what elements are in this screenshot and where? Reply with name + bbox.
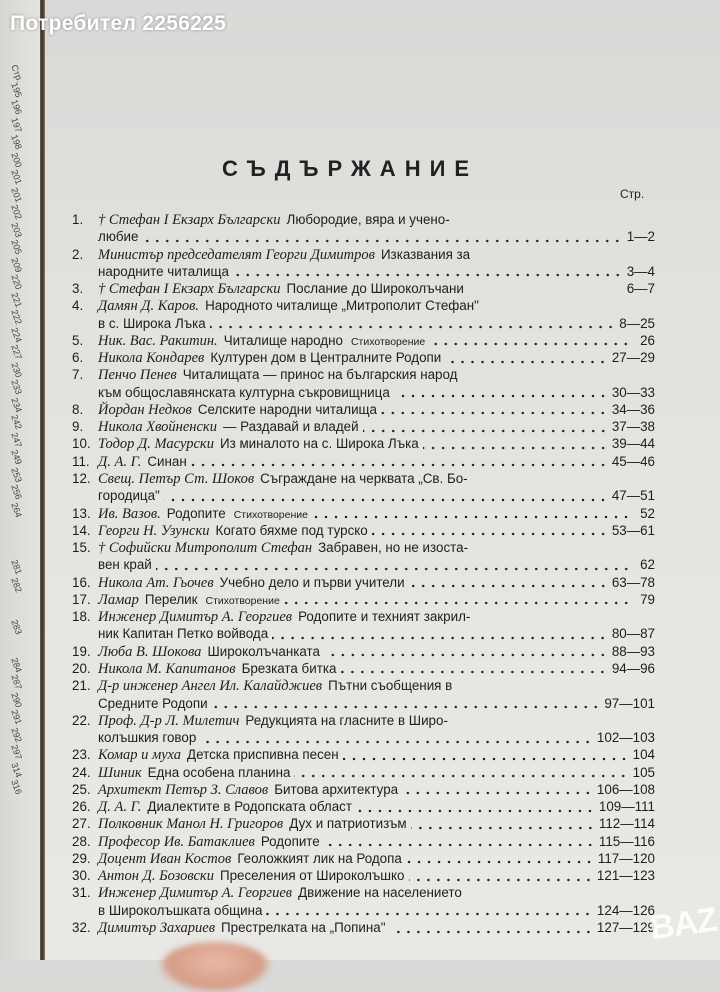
previous-page-number: 234 <box>9 395 24 414</box>
entry-pages: 105 <box>632 764 655 780</box>
previous-page-number: 291 <box>9 708 24 726</box>
entry-pages: 63—78 <box>611 574 655 590</box>
toc-entry <box>72 591 655 608</box>
previous-page-number: 209 <box>9 255 24 274</box>
entry-number: 2. <box>72 246 84 262</box>
entry-number: 27. <box>72 816 91 832</box>
entry-pages: 39—44 <box>611 436 655 452</box>
toc-entry-continuation <box>98 902 655 919</box>
entry-title: Диалектите в Родопската област <box>147 799 352 815</box>
dot-leader <box>343 757 629 761</box>
dot-leader <box>324 843 595 847</box>
previous-page-number: 196 <box>9 98 24 116</box>
entry-title: Редукцията на гласните в Широ- <box>245 712 448 728</box>
previous-page-number: 195 <box>9 80 24 99</box>
toc-entry <box>72 246 655 263</box>
entry-author: Архитект Петър З. Славов <box>98 781 269 798</box>
toc-entry <box>72 764 655 781</box>
entry-pages: 34—36 <box>611 401 655 417</box>
entry-number: 19. <box>72 643 91 659</box>
entry-title: Съграждане на черквата „Св. Бо- <box>260 471 468 487</box>
entry-number: 10. <box>72 436 91 452</box>
entry-number: 25. <box>72 781 91 797</box>
dot-leader <box>390 930 593 934</box>
entry-title: Когато бяхме под турско <box>215 522 368 538</box>
previous-page-number: 287 <box>9 673 24 691</box>
previous-page-number: Стр. <box>9 63 25 84</box>
entry-title: Родопите <box>166 505 226 521</box>
entry-title: Изказвания за <box>380 246 471 262</box>
entry-pages: 106—108 <box>596 781 655 797</box>
entry-author: Дамян Д. Каров. <box>98 298 200 315</box>
entry-pages: 26 <box>640 332 655 348</box>
previous-page-number: 283 <box>9 618 24 636</box>
entry-author: Димитър Захариев <box>98 920 216 936</box>
entry-author: † Софийски Митрополит Стефан <box>98 540 313 557</box>
entry-number: 16. <box>72 574 91 590</box>
entry-author: Никола Кондарев <box>98 350 205 367</box>
entry-number: 15. <box>72 540 91 556</box>
entry-title: Перелик <box>144 591 198 607</box>
entry-title: Синан <box>147 453 187 469</box>
dot-leader <box>340 670 607 674</box>
entry-number: 26. <box>72 799 91 815</box>
previous-page-number: 282 <box>9 575 24 594</box>
entry-title: ник Капитан Петко войвода <box>98 626 269 642</box>
entry-author: Шиник <box>98 764 142 781</box>
entry-number: 8. <box>72 401 84 417</box>
entry-number: 18. <box>72 609 91 625</box>
dot-leader <box>324 653 608 657</box>
toc-entry <box>72 712 655 729</box>
entry-pages: 94—96 <box>611 660 655 676</box>
entry-number: 4. <box>72 298 84 314</box>
toc-entry-continuation <box>98 556 655 573</box>
dot-leader <box>372 532 608 536</box>
entry-title: Детска приспивна песен <box>187 747 339 763</box>
entry-title: Престрелката на „Попина" <box>221 920 386 935</box>
entry-author: Никола Ат. Гьочев <box>98 574 214 591</box>
entry-title: вен край <box>98 557 152 573</box>
entry-note: Стихотворение <box>350 335 426 348</box>
entry-author: Д. А. Г. <box>98 799 142 816</box>
entry-number: 7. <box>72 367 84 383</box>
entry-author: Д. А. Г. <box>98 453 142 470</box>
toc-entry <box>72 643 655 660</box>
entry-title: Геоложкият лик на Родопа <box>237 850 402 866</box>
dot-leader <box>312 515 631 519</box>
previous-page-number: 198 <box>9 133 24 151</box>
entry-pages: 127—129 <box>596 920 655 935</box>
entry-number: 31. <box>72 885 91 901</box>
bazar-watermark-logo: BAZ <box>647 900 720 948</box>
entry-author: Министър председателят Георги Димитров <box>98 246 375 263</box>
entry-title: Битова архитектура <box>274 781 399 797</box>
toc-entry <box>72 798 655 815</box>
toc-entry <box>72 746 655 763</box>
entry-title: любие <box>98 229 139 245</box>
entry-title: Една особена планина <box>147 764 291 780</box>
toc-entry <box>72 781 655 798</box>
entry-number: 20. <box>72 660 91 676</box>
entry-title: към общославянската културна съкровищница <box>98 384 390 400</box>
toc-entry <box>72 677 655 694</box>
toc-entry <box>72 522 655 539</box>
toc-entry-continuation <box>98 263 655 280</box>
dot-leader <box>210 325 616 329</box>
finger-photo <box>160 942 270 992</box>
entry-pages: 88—93 <box>611 643 655 659</box>
entry-author: Никола М. Капитанов <box>98 660 236 677</box>
entry-number: 5. <box>72 332 84 348</box>
toc-entry-continuation <box>98 487 655 504</box>
entry-pages: 8—25 <box>619 315 655 331</box>
entry-author: Д-р инженер Ангел Ил. Калайджиев <box>98 678 323 695</box>
entry-pages: 121—123 <box>596 868 655 884</box>
previous-page-number: 264 <box>9 500 24 519</box>
entry-author: Ник. Вас. Ракитин. <box>98 332 218 349</box>
entry-pages: 112—114 <box>598 816 655 832</box>
dot-leader <box>402 791 593 795</box>
toc-entry <box>72 297 655 314</box>
entry-pages: 27—29 <box>611 350 655 366</box>
entry-title: Средните Родопи <box>98 695 208 711</box>
entry-number: 6. <box>72 350 84 366</box>
toc-entry <box>72 211 655 228</box>
entry-title: Послание до Широколъчани <box>286 281 464 297</box>
entry-author: † Стефан I Екзарх Български <box>98 281 281 298</box>
entry-pages: 80—87 <box>611 626 655 642</box>
previous-page-number: 230 <box>9 360 24 379</box>
entry-author: Тодор Д. Масурски <box>98 436 214 453</box>
previous-page-number: 224 <box>9 325 24 344</box>
entry-number: 23. <box>72 747 91 763</box>
entry-pages: 97—101 <box>604 695 655 711</box>
toc-entry-continuation <box>98 625 655 642</box>
book-gutter <box>40 0 45 960</box>
entry-number: 11. <box>72 453 90 469</box>
entry-author: Полковник Манол Н. Григоров <box>98 816 284 833</box>
dot-leader <box>429 342 631 346</box>
previous-page-number: 292 <box>9 725 24 744</box>
entry-author: Пенчо Пенев <box>98 367 177 384</box>
dot-leader <box>233 273 623 277</box>
toc-entry-continuation <box>98 729 655 746</box>
entry-title: Родопите <box>260 833 320 849</box>
previous-page-number: 256 <box>9 483 24 501</box>
toc-entry <box>72 505 655 522</box>
toc-entry <box>72 574 655 591</box>
toc-entry-continuation <box>98 315 655 332</box>
entry-pages: 109—111 <box>598 799 655 815</box>
entry-title: Любородие, вяра и учено- <box>286 212 450 227</box>
entry-number: 29. <box>72 850 91 866</box>
entry-author: Люба В. Шокова <box>98 643 202 660</box>
toc-entry <box>72 349 655 366</box>
previous-page-number: 200 <box>9 150 24 169</box>
entry-title: в с. Широка Лъка <box>98 315 206 331</box>
entry-title: Из миналото на с. Широка Лъка <box>219 436 419 452</box>
entry-title: Дух и патриотизъм <box>289 816 407 832</box>
toc-entry-continuation <box>98 228 655 245</box>
dot-leader <box>406 860 594 864</box>
dot-leader <box>445 360 608 364</box>
page-title: СЪДЪРЖАНИЕ <box>222 156 479 181</box>
entry-number: 32. <box>72 920 91 935</box>
entry-note: Стихотворение <box>205 594 280 607</box>
dot-leader <box>200 740 593 744</box>
entry-author: Комар и муха <box>98 747 182 764</box>
toc-entry-continuation <box>98 384 655 401</box>
entry-pages: 104 <box>632 747 655 763</box>
entry-number: 22. <box>72 712 91 728</box>
entry-author: Йордан Недков <box>98 401 192 418</box>
previous-page-number: 281 <box>9 558 24 576</box>
previous-page-number: 284 <box>9 655 24 674</box>
entry-title: Селските народни читалища <box>197 401 378 417</box>
entry-number: 1. <box>72 212 84 227</box>
entry-author: Свещ. Петър Ст. Шоков <box>98 471 255 488</box>
entry-number: 21. <box>72 678 91 694</box>
entry-title: Преселения от Широколъшко <box>219 868 405 884</box>
toc-entry <box>72 435 655 452</box>
toc-entry <box>72 418 655 435</box>
entry-author: Ламар <box>98 591 139 608</box>
entry-title: в Широколъшката община <box>98 902 263 918</box>
entry-pages: 6—7 <box>626 281 655 297</box>
entry-pages: 1—2 <box>626 229 655 245</box>
entry-title: Учебно дело и първи учители <box>219 574 405 590</box>
previous-page-edge <box>0 0 40 960</box>
toc-entry <box>72 470 655 487</box>
page-column-header: Стр. <box>620 187 645 201</box>
dot-leader <box>156 567 631 571</box>
entry-pages: 53—61 <box>611 522 655 538</box>
entry-author: Проф. Д-р Л. Милетич <box>98 712 240 729</box>
entry-author: Инженер Димитър А. Георгиев <box>98 885 293 902</box>
user-overlay-label: Потребител 2256225 <box>10 12 227 35</box>
previous-page-number: 202 <box>9 203 24 221</box>
previous-page-number: 205 <box>9 238 24 256</box>
toc-entry <box>72 280 655 297</box>
entry-title: народните читалища <box>98 263 229 279</box>
entry-number: 9. <box>72 419 84 435</box>
dot-leader <box>191 463 608 467</box>
toc-entry <box>72 539 655 556</box>
entry-note: Стихотворение <box>233 508 308 521</box>
entry-title: Читалище народно <box>223 332 343 348</box>
previous-page-number: 247 <box>9 430 24 449</box>
previous-page-number: 316 <box>9 778 24 796</box>
entry-number: 3. <box>72 281 84 297</box>
previous-page-number: 227 <box>9 343 24 361</box>
dot-leader <box>381 411 608 415</box>
entry-pages: 3—4 <box>626 263 655 279</box>
entry-number: 28. <box>72 833 91 849</box>
entry-author: Професор Ив. Батаклиев <box>98 833 255 850</box>
previous-page-number: 203 <box>9 220 24 239</box>
previous-page-number: 201 <box>9 168 24 186</box>
entry-pages: 37—38 <box>611 419 655 435</box>
entry-pages: 79 <box>640 591 655 607</box>
entry-title: городица" <box>98 488 160 504</box>
entry-pages: 62 <box>640 557 655 573</box>
dot-leader <box>294 774 628 778</box>
entry-pages: 47—51 <box>611 488 655 504</box>
entry-author: † Стефан I Екзарх Български <box>98 212 281 228</box>
toc-entry <box>72 815 655 832</box>
toc-entry <box>72 919 655 936</box>
entry-title: Родопите и техният закрил- <box>298 609 471 625</box>
previous-page-number: 197 <box>9 115 24 134</box>
entry-pages: 124—126 <box>596 902 655 918</box>
entry-title: Брезката битка <box>241 660 337 676</box>
entry-title: Културен дом в Централните Родопи <box>210 350 442 366</box>
toc-entry <box>72 884 655 901</box>
previous-page-number: 221 <box>9 290 24 309</box>
previous-page-number: 249 <box>9 448 24 466</box>
entry-number: 30. <box>72 868 91 884</box>
dot-leader <box>164 498 608 502</box>
entry-author: Ив. Вазов. <box>98 505 161 522</box>
dot-leader <box>394 394 608 398</box>
dot-leader <box>363 429 608 433</box>
entry-number: 17. <box>72 591 91 607</box>
toc-entry <box>72 332 655 349</box>
entry-title: Движение на населението <box>298 885 462 901</box>
previous-page-number: 201 <box>9 185 24 204</box>
previous-page-number: 297 <box>9 743 24 761</box>
previous-page-number: 242 <box>9 413 24 431</box>
dot-leader <box>212 705 601 709</box>
dot-leader <box>284 601 631 605</box>
toc-entry <box>72 453 655 470</box>
dot-leader <box>411 826 595 830</box>
entry-title: Пътни съобщения в <box>328 678 453 694</box>
dot-leader <box>409 878 593 882</box>
previous-page-number: 253 <box>9 465 24 484</box>
toc-entry <box>72 608 655 625</box>
entry-title: колъшкия говор <box>98 730 197 746</box>
previous-page-number: 290 <box>9 690 24 709</box>
toc-entry <box>72 660 655 677</box>
dot-leader <box>272 636 608 640</box>
previous-page-number: 314 <box>9 760 24 779</box>
entry-pages: 52 <box>640 505 655 521</box>
entry-pages: 117—120 <box>597 850 655 866</box>
entry-pages: 45—46 <box>611 453 655 469</box>
toc-entry <box>72 833 655 850</box>
entry-title: Народното читалище „Митрополит Стефан" <box>205 298 479 314</box>
entry-author: Инженер Димитър А. Георгиев <box>98 609 293 626</box>
entry-number: 24. <box>72 764 91 780</box>
toc-entry <box>72 401 655 418</box>
entry-author: Георги Н. Узунски <box>98 522 210 539</box>
entry-number: 14. <box>72 522 91 538</box>
entry-number: 12. <box>72 471 91 487</box>
previous-page-number: 233 <box>9 378 24 396</box>
entry-title: Широколъчанката <box>207 643 320 659</box>
dot-leader <box>142 239 622 243</box>
entry-pages: 115—116 <box>598 833 655 849</box>
entry-pages: 102—103 <box>596 730 655 746</box>
dot-leader <box>423 446 608 450</box>
entry-author: Никола Хвойненски <box>98 419 217 436</box>
entry-title: Забравен, но не изоста- <box>318 540 469 556</box>
dot-leader <box>356 809 595 813</box>
dot-leader <box>266 912 592 916</box>
entry-number: 13. <box>72 505 91 521</box>
entry-title: Читалищата — принос на българския народ <box>182 367 458 383</box>
entry-pages: 30—33 <box>611 384 655 400</box>
dot-leader <box>409 584 608 588</box>
entry-author: Антон Д. Бозовски <box>98 868 214 885</box>
entry-title: — Раздавай и владей <box>222 419 359 435</box>
toc-entry <box>72 850 655 867</box>
previous-page-number: 220 <box>9 273 24 291</box>
toc-entry <box>72 867 655 884</box>
previous-page-number: 222 <box>9 308 24 326</box>
toc-entry <box>72 366 655 383</box>
entry-author: Доцент Иван Костов <box>98 850 232 867</box>
toc-entry-continuation <box>98 695 655 712</box>
